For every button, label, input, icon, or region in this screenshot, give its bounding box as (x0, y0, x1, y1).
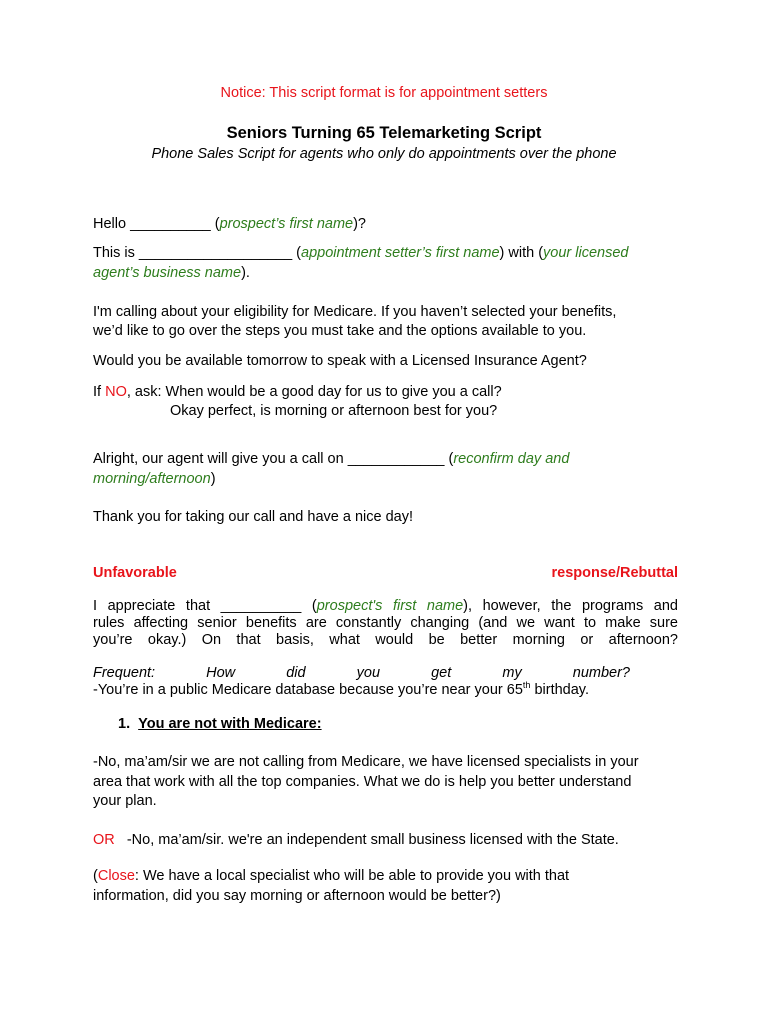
not-medicare-line-1: -No, ma’am/sir we are not calling from Medicare, we have licensed specialists in your (93, 754, 639, 770)
if-no-line: If NO, ask: When would be a good day for us to give you a call? (93, 384, 502, 400)
page-title: Seniors Turning 65 Telemarketing Script (226, 124, 542, 142)
rebuttal-line-3: you’re okay.) On that basis, what would be better morning or afternoon? (93, 632, 678, 648)
frequent-answer: -You’re in a public Medicare database because you’re near your 65th birthday. (93, 680, 589, 698)
this-is-line-2: agent’s business name). (93, 265, 250, 281)
list-label: You are not with Medicare: (138, 716, 322, 732)
confirm-line: Alright, our agent will give you a call on ____________ (reconfirm day and (93, 451, 570, 467)
intro-line-1: I'm calling about your eligibility for Medicare. If you haven’t selected your benefits, (93, 304, 617, 320)
rebuttal-line-2: rules affecting senior benefits are constantly changing (and we want to make sure (93, 615, 678, 631)
page-subtitle: Phone Sales Script for agents who only do appointments over the phone (151, 146, 617, 162)
frequent-question: Frequent: How did you get my number? (93, 665, 630, 681)
if-no-line-2: Okay perfect, is morning or afternoon best for you? (170, 403, 498, 419)
not-medicare-line-3: your plan. (93, 793, 157, 809)
list-item-not-medicare (118, 714, 518, 734)
hello-line: Hello __________ (prospect’s first name)? (93, 216, 366, 232)
rebuttal-heading: Unfavorable response/Rebuttal (93, 565, 678, 581)
intro-line-2: we’d like to go over the steps you must take and the options available to you. (93, 323, 587, 339)
availability-question: Would you be available tomorrow to speak with a Licensed Insurance Agent? (93, 353, 587, 369)
not-medicare-line-2: area that work with all the top companies. What we do is help you better understand (93, 774, 632, 790)
or-line: OR -No, ma’am/sir. we're an independent small business licensed with the State. (93, 832, 619, 848)
confirm-line-2: morning/afternoon) (93, 471, 216, 487)
notice-line: Notice: This script format is for appointment setters (220, 85, 548, 101)
thanks-line: Thank you for taking our call and have a nice day! (93, 509, 413, 525)
this-is-line: This is ___________________ (appointment setter’s first name) with (your licensed (93, 245, 629, 261)
close-line-2: information, did you say morning or afternoon would be better?) (93, 888, 501, 904)
rebuttal-line-1: I appreciate that __________ (prospect's first name), however, the programs and (93, 598, 678, 614)
list-number: 1. (118, 716, 131, 732)
close-line-1: (Close: We have a local specialist who will be able to provide you with that (93, 868, 570, 884)
